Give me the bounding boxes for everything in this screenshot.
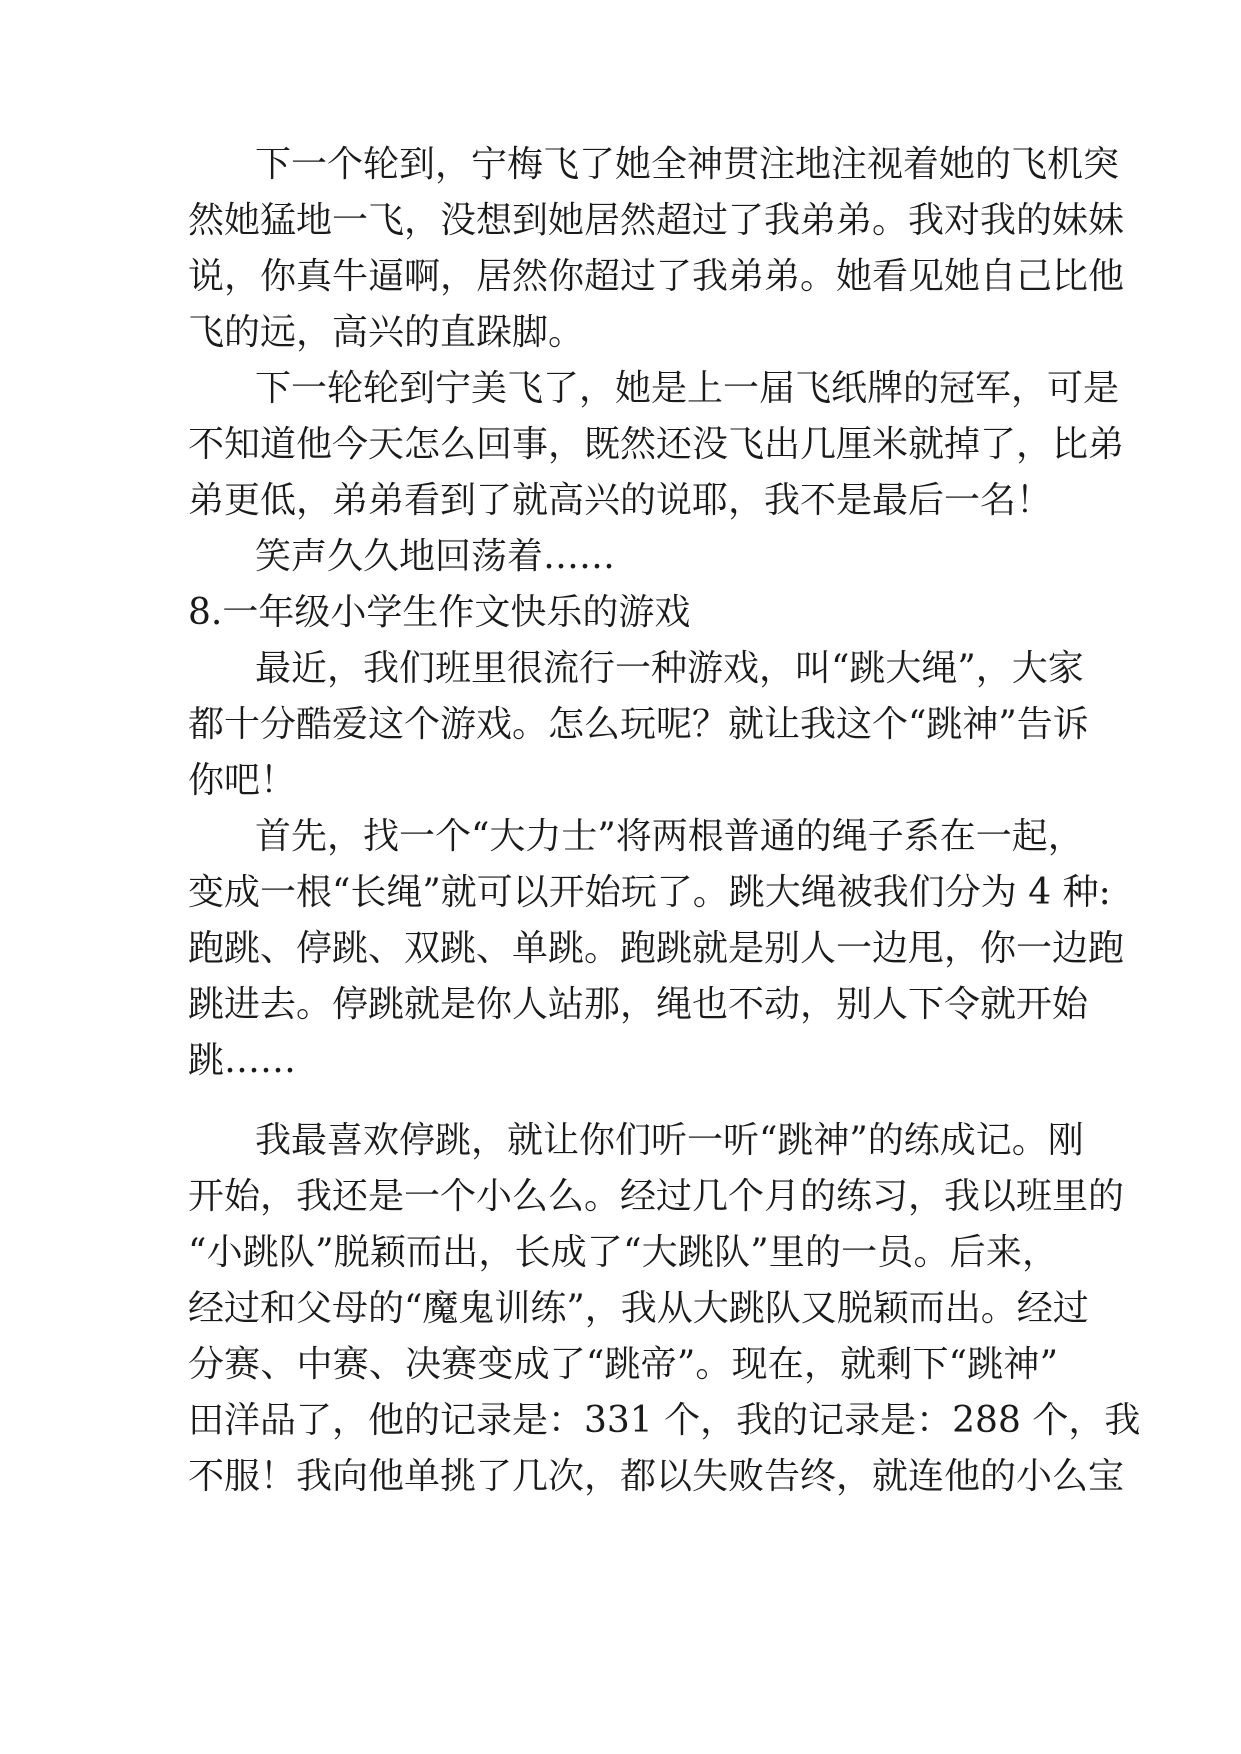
text-line: 我最喜欢停跳，就让你们听一听“跳神”的练成记。刚 <box>255 1120 1084 1161</box>
text-line: 跑跳、停跳、双跳、单跳。跑跳就是别人一边甩，你一边跑 <box>188 928 1125 969</box>
text-line: 飞的远，高兴的直跺脚。 <box>188 312 585 353</box>
text-line: 跳…… <box>188 1040 297 1081</box>
text-line: 下一个轮到，宁梅飞了她全神贯注地注视着她的飞机突 <box>255 144 1120 185</box>
text-line: 分赛、中赛、决赛变成了“跳帝”。现在，就剩下“跳神” <box>188 1344 1058 1385</box>
text-line: 变成一根“长绳”就可以开始玩了。跳大绳被我们分为 4 种: <box>188 872 1111 913</box>
text-line: 弟更低，弟弟看到了就高兴的说耶，我不是最后一名！ <box>188 480 1053 521</box>
text-line: 最近，我们班里很流行一种游戏，叫“跳大绳”，大家 <box>255 648 1084 689</box>
text-line: 首先，找一个“大力士”将两根普通的绳子系在一起， <box>255 816 1084 857</box>
text-line: 不知道他今天怎么回事，既然还没飞出几厘米就掉了，比弟 <box>188 424 1125 465</box>
text-line: 不服！我向他单挑了几次，都以失败告终，就连他的小么宝 <box>188 1456 1125 1497</box>
text-line: 开始，我还是一个小么么。经过几个月的练习，我以班里的 <box>188 1176 1125 1217</box>
text-line: 说，你真牛逼啊，居然你超过了我弟弟。她看见她自己比他 <box>188 256 1125 297</box>
text-line: 然她猛地一飞，没想到她居然超过了我弟弟。我对我的妹妹 <box>188 200 1125 241</box>
text-line: 跳进去。停跳就是你人站那，绳也不动，别人下令就开始 <box>188 984 1089 1025</box>
text-line: “小跳队”脱颖而出，长成了“大跳队”里的一员。后来， <box>188 1232 1058 1273</box>
text-line: 田洋品了，他的记录是：331 个，我的记录是：288 个，我 <box>188 1400 1141 1441</box>
text-line: 你吧！ <box>188 760 297 801</box>
text-line: 都十分酷爱这个游戏。怎么玩呢？就让我这个“跳神”告诉 <box>188 704 1089 745</box>
section-heading: 8.一年级小学生作文快乐的游戏 <box>188 592 691 633</box>
text-line: 笑声久久地回荡着…… <box>255 536 616 577</box>
text-line: 经过和父母的“魔鬼训练”，我从大跳队又脱颖而出。经过 <box>188 1288 1089 1329</box>
text-line: 下一轮轮到宁美飞了，她是上一届飞纸牌的冠军，可是 <box>255 368 1120 409</box>
